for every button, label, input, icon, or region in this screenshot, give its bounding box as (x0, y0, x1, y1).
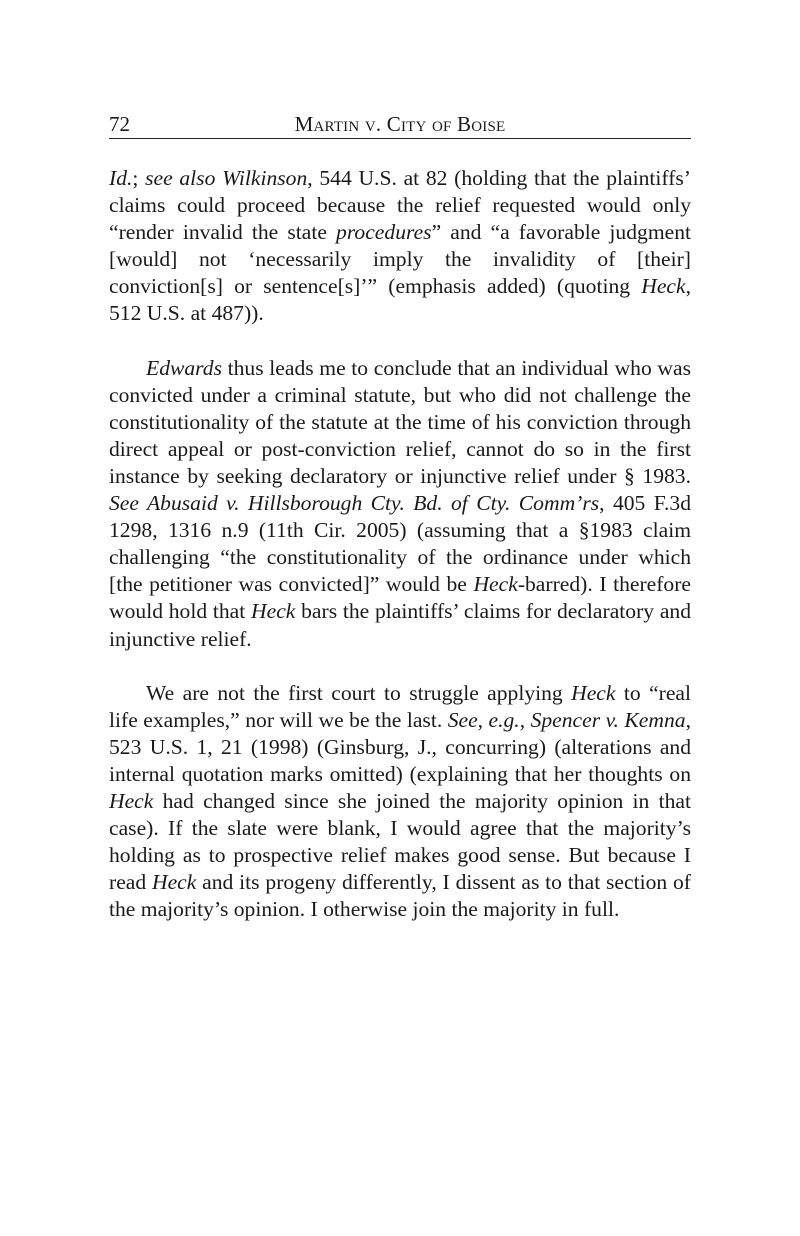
italic-text-segment: Heck (641, 274, 686, 299)
text-segment: and its progeny differently, I dissent as to that section of the majority’s opinion. I otherwise join the majority in full. (109, 870, 691, 922)
text-segment: ” and “a favorable judgment [would] not ‘necessarily imply the invalidity of [their] conviction[s] or sentence[s]’” (emphasis added) (quoting (109, 220, 691, 299)
text-segment: , (519, 707, 531, 732)
opinion-paragraph (109, 355, 691, 653)
italic-text-segment: Heck (251, 599, 296, 624)
text-segment: bars the plaintiffs’ claims for declaratory and injunctive relief. (109, 599, 691, 651)
italic-text-segment: Edwards (146, 355, 222, 380)
italic-text-segment: Spencer v. Kemna (530, 707, 686, 732)
italic-text-segment: Id. (109, 166, 133, 190)
document-page (109, 110, 691, 950)
case-title: Martin v. City of Boise (294, 112, 506, 136)
text-segment: had changed since she joined the majority opinion in that case). If the slate were blank, I would agree that the majority’s holding as to prospective relief makes good sense. But because I read (109, 788, 691, 895)
italic-text-segment: see also Wilkinson (145, 166, 308, 190)
running-header (109, 110, 691, 139)
italic-text-segment: Heck (473, 572, 518, 597)
page-number: 72 (109, 112, 130, 136)
italic-text-segment: See Abusaid v. Hillsborough Cty. Bd. of Cty. Comm’rs (109, 491, 600, 516)
opinion-paragraph (109, 680, 691, 924)
text-segment: , 405 F.3d 1298, 1316 n.9 (11th Cir. 2005) (assuming that a §1983 claim challenging “the constitutionality of the ordinance under which [the petitioner was convicted]” would be (109, 491, 692, 597)
text-segment: We are not the first court to struggle applying (146, 680, 572, 705)
text-segment: to “real life examples,” nor will we be the last. (109, 680, 691, 732)
text-segment: , 523 U.S. 1, 21 (1998) (Ginsburg, J., concurring) (alterations and internal quotation marks omitted) (explaining that her thoughts on (109, 707, 691, 786)
italic-text-segment: procedures (336, 220, 432, 245)
italic-text-segment: Heck (151, 870, 197, 895)
italic-text-segment: Heck (109, 788, 154, 813)
text-segment: , 512 U.S. at 487)). (109, 274, 691, 326)
text-segment: , 544 U.S. at 82 (holding that the plaintiffs’ claims could proceed because the relief requested would only “render invalid the state (109, 166, 691, 245)
text-segment: ; (132, 166, 146, 190)
text-segment: thus leads me to conclude that an individual who was convicted under a criminal statute, but who did not challenge the constitutionality of the statute at the time of his conviction through direct appeal or post-conviction relief, cannot do so in the first instance by seeking declaratory or injunctive relief under § 1983. (109, 355, 691, 488)
italic-text-segment: See, e.g. (447, 707, 520, 732)
text-segment: -barred). I therefore would hold that (109, 572, 691, 624)
italic-text-segment: Heck (571, 680, 616, 705)
opinion-body (109, 165, 691, 923)
opinion-paragraph (109, 165, 691, 328)
